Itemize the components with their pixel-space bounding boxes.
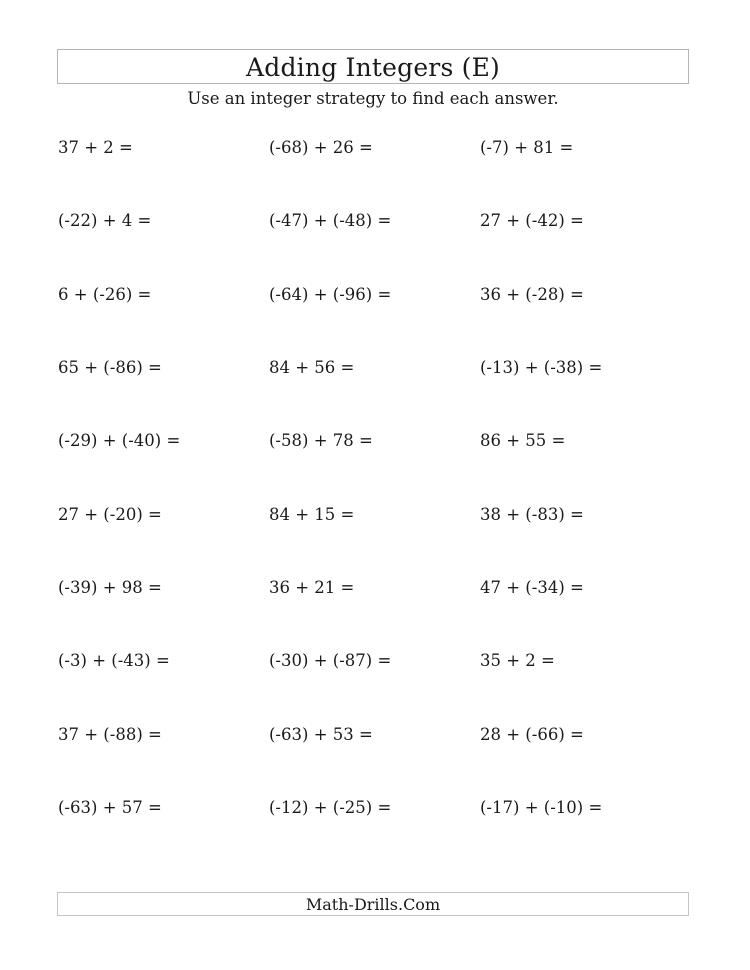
problem: (-58) + 78 =: [269, 431, 373, 450]
problem: 27 + (-42) =: [480, 211, 584, 230]
problem: 38 + (-83) =: [480, 505, 584, 524]
problem: (-47) + (-48) =: [269, 211, 392, 230]
problem: 28 + (-66) =: [480, 725, 584, 744]
problem: 84 + 56 =: [269, 358, 355, 377]
worksheet-instructions: Use an integer strategy to find each answer.: [187, 89, 559, 108]
problem: (-30) + (-87) =: [269, 651, 392, 670]
problem: 37 + (-88) =: [58, 725, 162, 744]
problem: (-13) + (-38) =: [480, 358, 603, 377]
problem: (-3) + (-43) =: [58, 651, 170, 670]
problem: (-17) + (-10) =: [480, 798, 603, 817]
worksheet-title: Adding Integers (E): [245, 53, 500, 82]
problem: 36 + (-28) =: [480, 285, 584, 304]
problem: (-22) + 4 =: [58, 211, 152, 230]
footer-text: Math-Drills.Com: [305, 895, 441, 914]
problem: 37 + 2 =: [58, 138, 133, 157]
problem: (-63) + 53 =: [269, 725, 373, 744]
problem: (-64) + (-96) =: [269, 285, 392, 304]
problem: 86 + 55 =: [480, 431, 566, 450]
problem: 65 + (-86) =: [58, 358, 162, 377]
problem: (-12) + (-25) =: [269, 798, 392, 817]
problem: 36 + 21 =: [269, 578, 355, 597]
problem: 6 + (-26) =: [58, 285, 152, 304]
problem: 27 + (-20) =: [58, 505, 162, 524]
problem: (-68) + 26 =: [269, 138, 373, 157]
problem: (-29) + (-40) =: [58, 431, 181, 450]
problem: 35 + 2 =: [480, 651, 555, 670]
problem: 47 + (-34) =: [480, 578, 584, 597]
problem: (-63) + 57 =: [58, 798, 162, 817]
problem: 84 + 15 =: [269, 505, 355, 524]
problem: (-7) + 81 =: [480, 138, 574, 157]
problem: (-39) + 98 =: [58, 578, 162, 597]
